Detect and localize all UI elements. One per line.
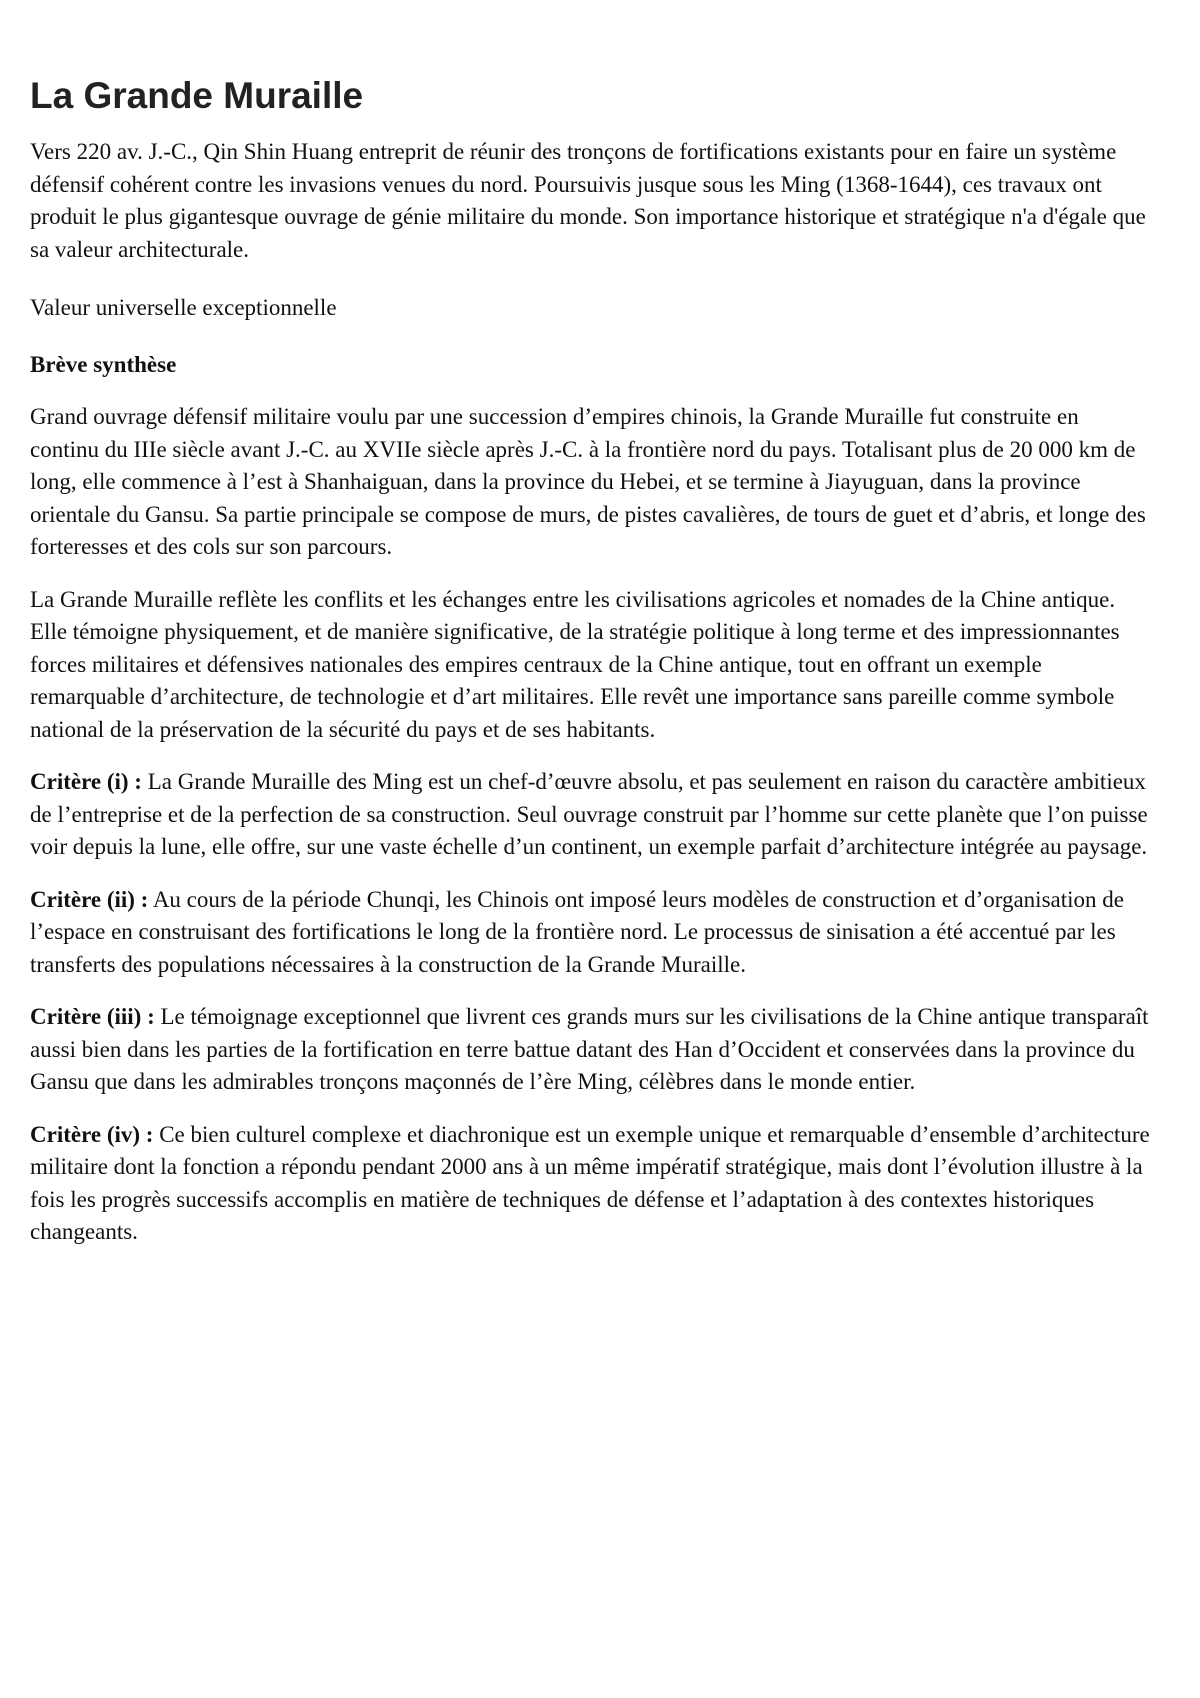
synthesis-paragraph-1: Grand ouvrage défensif militaire voulu par une succession d’empires chinois, la Grande Muraille fut construite en continu du IIIe siècle avant J.-C. au XVIIe siècle après J.-C. à la frontière nord du pays. Totalisant plus de 20 000 km de long, elle commence à l’est à Shanhaiguan, dans la province du Hebei, et se termine à Jiayuguan, dans la province orientale du Gansu. Sa partie principale se compose de murs, de pistes cavalières, de tours de guet et d’abris, et longe des forteresses et des cols sur son parcours. [30, 404, 1146, 559]
criterion-i-paragraph [30, 766, 1150, 864]
criterion-ii-label: Critère (ii) : [30, 886, 149, 912]
synthesis-paragraph-2: La Grande Muraille reflète les conflits et les échanges entre les civilisations agricoles et nomades de la Chine antique. Elle témoigne physiquement, et de manière significative, de la stratégie politique à long terme et des impressionnantes forces militaires et défensives nationales des empires centraux de la Chine antique, tout en offrant un exemple remarquable d’architecture, de technologie et d’art militaires. Elle revêt une importance sans pareille comme symbole national de la préservation de la sécurité du pays et de ses habitants. [30, 586, 1120, 742]
criterion-iii-label: Critère (iii) : [30, 1004, 155, 1029]
synthesis-heading: Brève synthèse [30, 351, 177, 377]
criterion-iv-text: Ce bien culturel complexe et diachronique est un exemple unique et remarquable d’ensemble d’architecture militaire dont la fonction a répondu pendant 2000 ans à un même impératif stratégique, mais dont l’évolution illustre à la fois les progrès successifs accomplis en matière de techniques de défense et l’adaptation à des contextes historiques changeants. [30, 1121, 1150, 1244]
criterion-iii-text: Le témoignage exceptionnel que livrent ces grands murs sur les civilisations de la Chine antique transparaît aussi bien dans les parties de la fortification en terre battue datant des Han d’Occident et conservées dans la province du Gansu que dans les admirables tronçons maçonnés de l’ère Ming, célèbres dans le monde entier. [30, 1004, 1149, 1094]
criterion-ii-paragraph [30, 884, 1150, 982]
criterion-i-label: Critère (i) : [30, 769, 142, 794]
criterion-iv-label: Critère (iv) : [30, 1121, 154, 1147]
intro-paragraph: Vers 220 av. J.-C., Qin Shin Huang entreprit de réunir des tronçons de fortifications existants pour en faire un système défensif cohérent contre les invasions venues du nord. Poursuivis jusque sous les Ming (1368-1644), ces travaux ont produit le plus gigantesque ouvrage de génie militaire du monde. Son importance historique et stratégique n'a d'égale que sa valeur architecturale. [30, 139, 1146, 262]
criterion-i-text: La Grande Muraille des Ming est un chef-d’œuvre absolu, et pas seulement en raison du caractère ambitieux de l’entreprise et de la perfection de sa construction. Seul ouvrage construit par l’homme sur cette planète que l’on puisse voir depuis la lune, elle offre, sur une vaste échelle d’un continent, un exemple parfait d’architecture intégrée au paysage. [30, 769, 1148, 859]
page-title: La Grande Muraille [30, 75, 364, 116]
criterion-iv-paragraph [30, 1119, 1150, 1249]
criterion-iii-paragraph [30, 1001, 1150, 1099]
document-content [30, 74, 1150, 1269]
ouv-label: Valeur universelle exceptionnelle [30, 295, 337, 320]
criterion-ii-text: Au cours de la période Chunqi, les Chinois ont imposé leurs modèles de construction et d’organisation de l’espace en construisant des fortifications le long de la frontière nord. Le processus de sinisation a été accentué par les transferts des populations nécessaires à la construction de la Grande Muraille. [30, 886, 1124, 977]
